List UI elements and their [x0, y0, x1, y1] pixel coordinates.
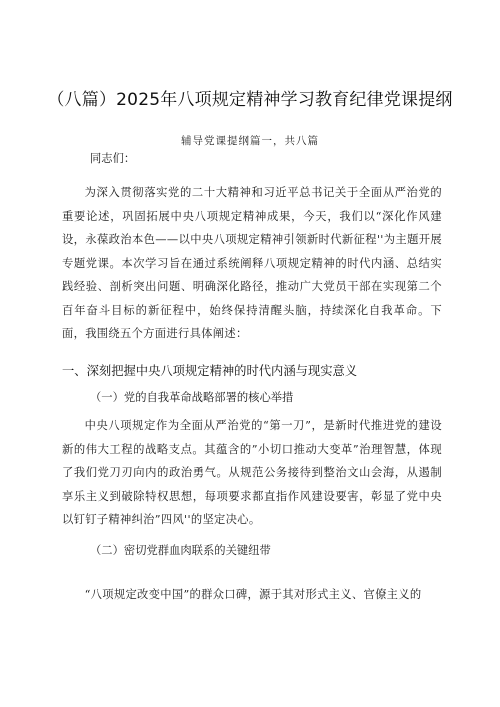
subsection-2-paragraph: “八项规定改变中国”的群众口碑，源于其对形式主义、官僚主义的	[84, 588, 422, 601]
intro-paragraph: 为深入贯彻落实党的二十大精神和习近平总书记关于全面从严治党的重要论述，巩固拓展中央八项规定精神成果，今天，我们以“深化作风建设，永葆政治本色——以中央八项规定精神引领新时代新征程''为主题开展专题党课。本次学习旨在通过系统阐释八项规定精神的时代内涵、总结实践经验、剖析突出问题、明确深化路径，推动广大党员干部在实现第二个百年奋斗目标的新征程中，始终保持清醒头脑，持续深化自我革命。下面，我围绕五个方面进行具体阐述：	[62, 186, 442, 340]
section-heading-1: 一、深刻把握中央八项规定精神的时代内涵与现实意义	[62, 364, 358, 378]
subsection-title-2: （二）密切党群血肉联系的关键纽带	[90, 544, 271, 557]
document-title: （八篇）2025年八项规定精神学习教育纪律党课提纲	[47, 90, 453, 110]
subsection-1-paragraph: 中央八项规定作为全面从严治党的“第一刀”，是新时代推进党的建设新的伟大工程的战略支点。其蕴含的”小切口推动大变革”治理智慧，体现了我们党刀刃向内的政治勇气。从规范公务接待到整治文山会海，从遏制享乐主义到破除特权思想，每项要求都直指作风建设要害，彰显了党中央以钉钉子精神纠治”四风''的坚定决心。	[62, 419, 442, 526]
subsection-title-1: （一）党的自我革命战略部署的核心举措	[90, 391, 294, 404]
document-subtitle: 辅导党课提纲篇一，共八篇	[181, 135, 319, 147]
salutation: 同志们：	[90, 152, 136, 165]
